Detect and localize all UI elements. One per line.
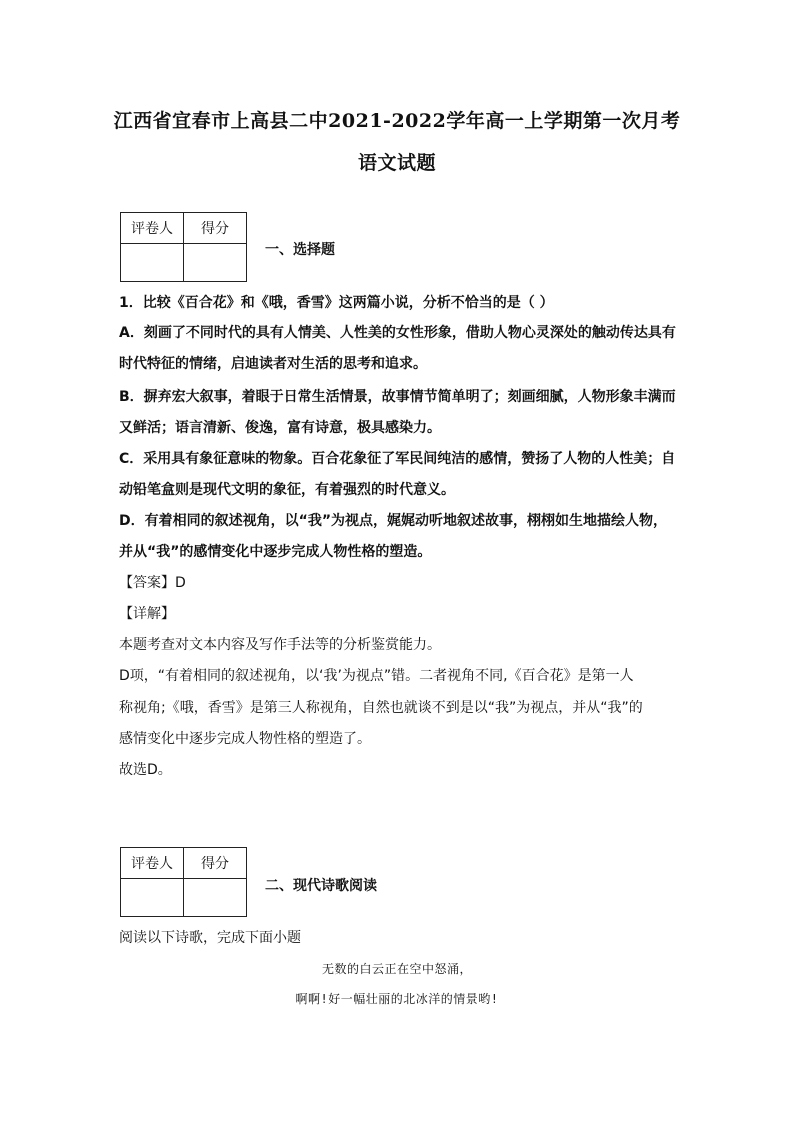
grader-label: 评卷人 [121, 213, 184, 244]
score-table-2 [120, 847, 247, 917]
option-b-line1: B．摒弃宏大叙事，着眼于日常生活情景，故事情节简单明了；刻画细腻，人物形象丰满而 [119, 389, 676, 405]
option-d-line2: 并从“我”的感情变化中逐步完成人物性格的塑造。 [119, 544, 432, 560]
document-title-line1: 江西省宜春市上高县二中2021-2022学年高一上学期第一次月考 [113, 110, 681, 132]
grader-cell [121, 244, 184, 282]
poem-line1: 无数的白云正在空中怒涌， [321, 962, 472, 976]
poem-line2: 啊啊!好一幅壮丽的北冰洋的情景哟! [295, 992, 499, 1006]
option-c-line2: 动铅笔盒则是现代文明的象征，有着强烈的时代意义。 [119, 482, 455, 498]
conclusion: 故选D。 [119, 762, 172, 778]
option-c-line1: C．采用具有象征意味的物象。百合花象征了军民间纯洁的感情，赞扬了人物的人性美；自 [119, 451, 676, 467]
grader-cell [121, 879, 184, 917]
question-1: 1．比较《百合花》和《哦，香雪》这两篇小说，分析不恰当的是（ ） [119, 295, 554, 311]
poem-instruction: 阅读以下诗歌，完成下面小题 [119, 930, 301, 946]
option-a-line1: A．刻画了不同时代的具有人情美、人性美的女性形象，借助人物心灵深处的触动传达具有 [119, 325, 676, 341]
option-d-line1: D．有着相同的叙述视角，以“我”为视点，娓娓动听地叙述故事，栩栩如生地描绘人物， [119, 513, 668, 529]
option-b-line2: 又鲜活；语言清新、俊逸，富有诗意，极具感染力。 [119, 420, 441, 436]
section2-heading: 二、现代诗歌阅读 [265, 878, 377, 894]
score-table-1 [120, 212, 247, 282]
grader-label: 评卷人 [121, 848, 184, 879]
answer: 【答案】D [119, 575, 186, 591]
score-label: 得分 [184, 848, 247, 879]
detail-line4: 感情变化中逐步完成人物性格的塑造了。 [119, 731, 371, 747]
detail-label: 【详解】 [119, 606, 175, 622]
document-title-line2: 语文试题 [357, 152, 436, 174]
option-a-line2: 时代特征的情绪，启迪读者对生活的思考和追求。 [119, 356, 427, 372]
section1-heading: 一、选择题 [265, 242, 335, 258]
detail-line3: 称视角;《哦，香雪》是第三人称视角，自然也就谈不到是以“我”为视点，并从“我”的 [119, 700, 643, 716]
score-cell [184, 244, 247, 282]
score-label: 得分 [184, 213, 247, 244]
detail-line1: 本题考查对文本内容及写作手法等的分析鉴赏能力。 [119, 637, 441, 653]
detail-line2: D项，“有着相同的叙述视角，以‘我’为视点”错。二者视角不同,《百合花》是第一人 [119, 668, 634, 684]
score-cell [184, 879, 247, 917]
